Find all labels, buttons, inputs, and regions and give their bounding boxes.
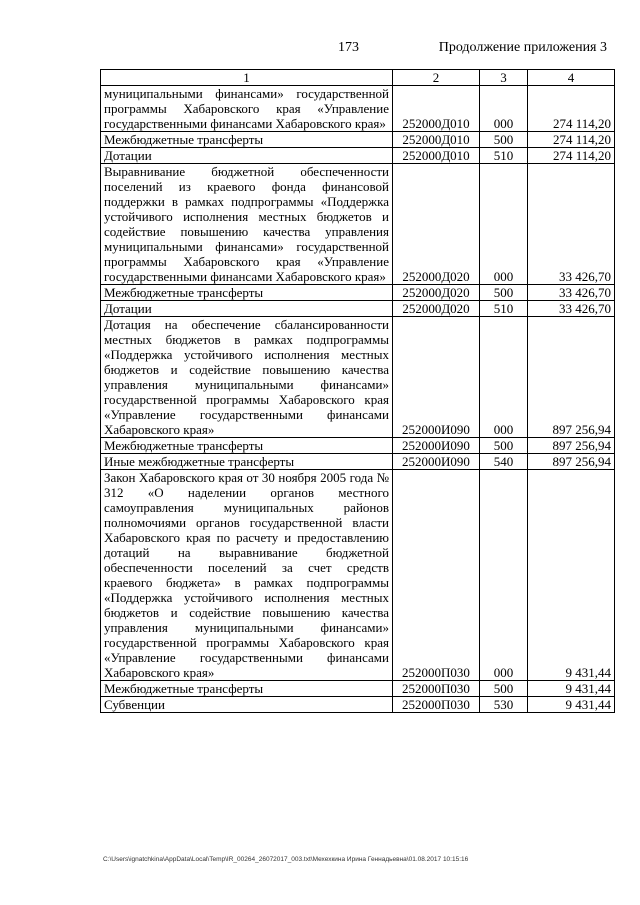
- cell-code: 252000П030: [393, 470, 480, 681]
- table-row: [101, 164, 615, 285]
- column-header: 1: [101, 70, 393, 86]
- cell-name: муниципальными финансами» государственной программы Хабаровского края «Управление государственными финансами Хабаровского края»: [101, 86, 393, 132]
- cell-name: Дотация на обеспечение сбалансированности местных бюджетов в рамках подпрограммы «Поддержка устойчивого исполнения местных бюджетов и содействие повышению качества управления муниципальными финансами» государственной программы Хабаровского края «Управление государственными финансами Хабаровского края»: [101, 317, 393, 438]
- cell-sum: 897 256,94: [528, 438, 615, 454]
- cell-name: Субвенции: [101, 697, 393, 713]
- cell-name: Межбюджетные трансферты: [101, 132, 393, 148]
- cell-name: Дотации: [101, 301, 393, 317]
- cell-vr: 500: [480, 132, 528, 148]
- page-number: 173: [338, 40, 359, 55]
- cell-vr: 500: [480, 285, 528, 301]
- cell-vr: 000: [480, 317, 528, 438]
- table-row: [101, 697, 615, 713]
- cell-sum: 897 256,94: [528, 454, 615, 470]
- table-row: [101, 285, 615, 301]
- cell-sum: 9 431,44: [528, 470, 615, 681]
- cell-name: Дотации: [101, 148, 393, 164]
- cell-code: 252000И090: [393, 438, 480, 454]
- cell-vr: 500: [480, 438, 528, 454]
- cell-sum: 9 431,44: [528, 681, 615, 697]
- cell-sum: 33 426,70: [528, 285, 615, 301]
- cell-vr: 540: [480, 454, 528, 470]
- cell-code: 252000И090: [393, 317, 480, 438]
- cell-sum: 274 114,20: [528, 132, 615, 148]
- table-row: [101, 681, 615, 697]
- table-row: [101, 470, 615, 681]
- cell-name: Межбюджетные трансферты: [101, 285, 393, 301]
- cell-name: Выравнивание бюджетной обеспеченности поселений из краевого фонда финансовой поддержки в рамках подпрограммы «Поддержка устойчивого исполнения местных бюджетов и содействие повышению качества управления муниципальными финансами» государственной программы Хабаровского края «Управление государственными финансами Хабаровского края»: [101, 164, 393, 285]
- column-header: 3: [480, 70, 528, 86]
- file-path-footer: C:\Users\ignatchkina\AppData\Local\Temp\IR_00264_26072017_003.txt\Мехехкина Ирина Геннадьевна\01.08.2017 10:15:16: [103, 856, 469, 863]
- table-row: [101, 132, 615, 148]
- cell-code: 252000Д010: [393, 132, 480, 148]
- cell-sum: 274 114,20: [528, 148, 615, 164]
- cell-vr: 530: [480, 697, 528, 713]
- cell-vr: 000: [480, 470, 528, 681]
- cell-name: Иные межбюджетные трансферты: [101, 454, 393, 470]
- cell-code: 252000Д020: [393, 164, 480, 285]
- cell-vr: 510: [480, 301, 528, 317]
- cell-sum: 33 426,70: [528, 164, 615, 285]
- table-row: [101, 317, 615, 438]
- table-row: [101, 454, 615, 470]
- table-body: [101, 86, 615, 713]
- column-header: 2: [393, 70, 480, 86]
- cell-code: 252000П030: [393, 697, 480, 713]
- table-row: [101, 301, 615, 317]
- cell-name: Закон Хабаровского края от 30 ноября 2005 года № 312 «О наделении органов местного самоуправления муниципальных районов полномочиями органов государственной власти Хабаровского края по расчету и предоставлению дотаций на выравнивание бюджетной обеспеченности поселений за счет средств краевого бюджета» в рамках подпрограммы «Поддержка устойчивого исполнения местных бюджетов и содействие повышению качества управления муниципальными финансами» государственной программы Хабаровского края «Управление государственными финансами Хабаровского края»: [101, 470, 393, 681]
- cell-vr: 510: [480, 148, 528, 164]
- cell-code: 252000Д010: [393, 148, 480, 164]
- cell-vr: 500: [480, 681, 528, 697]
- cell-sum: 897 256,94: [528, 317, 615, 438]
- cell-sum: 33 426,70: [528, 301, 615, 317]
- table-row: [101, 438, 615, 454]
- cell-code: 252000Д020: [393, 285, 480, 301]
- column-header: 4: [528, 70, 615, 86]
- cell-vr: 000: [480, 86, 528, 132]
- cell-code: 252000П030: [393, 681, 480, 697]
- cell-name: Межбюджетные трансферты: [101, 681, 393, 697]
- table-row: [101, 86, 615, 132]
- cell-sum: 9 431,44: [528, 697, 615, 713]
- cell-code: 252000Д010: [393, 86, 480, 132]
- budget-table: [100, 69, 615, 713]
- cell-name: Межбюджетные трансферты: [101, 438, 393, 454]
- cell-sum: 274 114,20: [528, 86, 615, 132]
- table-header-row: [101, 70, 615, 86]
- continuation-label: Продолжение приложения 3: [438, 40, 607, 55]
- cell-code: 252000И090: [393, 454, 480, 470]
- table-row: [101, 148, 615, 164]
- cell-code: 252000Д020: [393, 301, 480, 317]
- cell-vr: 000: [480, 164, 528, 285]
